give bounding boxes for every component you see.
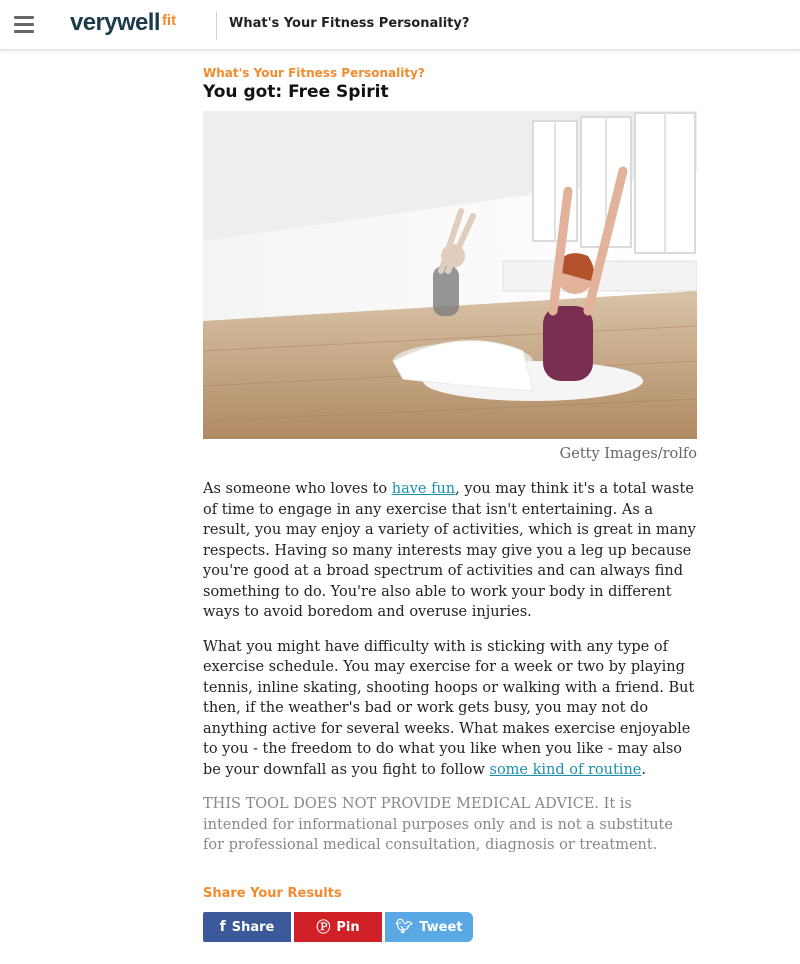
- pinterest-pin-button[interactable]: [294, 912, 382, 942]
- quiz-result-content: [203, 60, 697, 936]
- facebook-icon: f: [219, 919, 226, 935]
- result-title: You got: Free Spirit: [203, 82, 389, 102]
- article-body: [203, 479, 697, 856]
- share-heading: Share Your Results: [203, 886, 342, 901]
- twitter-icon: 🐦︎: [395, 919, 414, 935]
- pinterest-icon: Ⓟ: [316, 920, 331, 936]
- have-fun-link[interactable]: have fun: [391, 481, 456, 497]
- paragraph-1-text-b: , you may think it's a total waste of time to engage in any exercise that isn't entertaining. As a result, you may enjoy a variety of activities, which is great in many respects. Having so many interests may give you a leg up because you're good at a broad spectrum of activities and can always find something to do. You're also able to work your body in different ways to avoid boredom and overuse injuries.: [203, 481, 696, 620]
- paragraph-2: [203, 637, 697, 781]
- paragraph-1: [203, 479, 697, 623]
- paragraph-2-text-b: .: [641, 761, 646, 778]
- pinterest-pin-label: Pin: [336, 919, 360, 935]
- quiz-kicker[interactable]: What's Your Fitness Personality?: [203, 66, 425, 80]
- routine-link[interactable]: some kind of routine: [489, 761, 642, 778]
- logo-sub: fit: [161, 12, 177, 29]
- hero-image: [203, 111, 697, 439]
- header-title: What's Your Fitness Personality?: [229, 16, 470, 31]
- medical-disclaimer: THIS TOOL DOES NOT PROVIDE MEDICAL ADVICE. It is intended for informational purposes only and is not a substitute for professional medical consultation, diagnosis or treatment.: [203, 796, 673, 853]
- header-divider: [216, 12, 217, 40]
- logo-wordmark: verywell: [70, 9, 160, 36]
- site-logo[interactable]: [70, 9, 176, 41]
- paragraph-1-text-a: As someone who loves to: [203, 481, 392, 497]
- twitter-tweet-label: Tweet: [419, 919, 463, 935]
- image-credit: Getty Images/rolfo: [559, 446, 697, 462]
- facebook-share-button[interactable]: [203, 912, 291, 942]
- paragraph-2-text-a: What you might have difficulty with is sticking with any type of exercise schedule. You may exercise for a week or two by playing tennis, inline skating, shooting hoops or walking with a friend. But then, if the weather's bad or work gets busy, you may not do anything active for several weeks. What makes exercise enjoyable to you - the freedom to do what you like when you like - may also be your downfall as you fight to follow: [203, 638, 695, 778]
- site-header: [0, 0, 800, 50]
- menu-icon[interactable]: [14, 15, 34, 33]
- hero-photo-illustration: [203, 111, 697, 439]
- facebook-share-label: Share: [231, 919, 275, 935]
- twitter-tweet-button[interactable]: [385, 912, 473, 942]
